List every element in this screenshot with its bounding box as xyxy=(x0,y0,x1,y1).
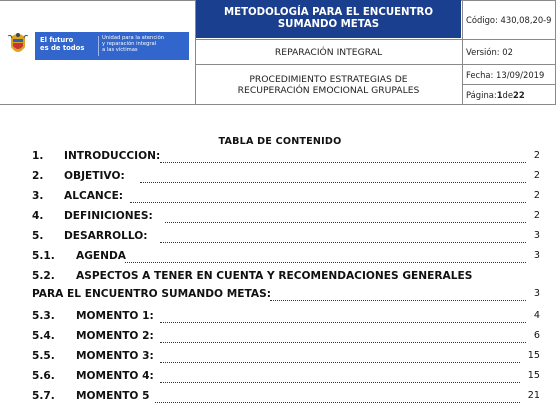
toc-leader-dots xyxy=(130,202,526,203)
toc-entry[interactable] xyxy=(0,210,540,226)
toc-entry-number: 2. xyxy=(32,170,44,182)
brand-separator xyxy=(98,36,99,56)
toc-entry[interactable] xyxy=(0,170,540,186)
toc-entry-number: 5.5. xyxy=(32,350,55,362)
process-name: REPARACIÓN INTEGRAL xyxy=(274,46,383,58)
toc-entry[interactable] xyxy=(0,230,540,246)
toc-entry-page: 2 xyxy=(533,150,540,161)
toc-entry-label: MOMENTO 3: xyxy=(76,350,154,362)
toc-entry-label: DEFINICIONES: xyxy=(64,210,153,222)
procedure-name: PROCEDIMIENTO ESTRATEGIAS DE RECUPERACIÓN EMOCIONAL GRUPALES xyxy=(237,73,420,96)
toc-leader-dots xyxy=(270,300,526,301)
document-header xyxy=(0,0,556,105)
toc-leader-dots xyxy=(140,182,526,183)
toc-entry-label: DESARROLLO: xyxy=(64,230,148,242)
header-border-bottom xyxy=(0,104,556,105)
toc-entry[interactable] xyxy=(0,350,540,366)
toc-entry-page: 2 xyxy=(533,190,540,201)
toc-entry-page: 2 xyxy=(533,210,540,221)
toc-entry-number: 1. xyxy=(32,150,44,162)
toc-entry-page: 21 xyxy=(527,390,540,401)
toc-entry[interactable] xyxy=(0,190,540,206)
toc-entry-number: 3. xyxy=(32,190,44,202)
toc-entry-page: 15 xyxy=(527,350,540,361)
toc-entry-number: 5.2. xyxy=(32,270,55,282)
toc-leader-dots xyxy=(160,162,526,163)
toc-entry-label: ASPECTOS A TENER EN CUENTA Y RECOMENDACIONES GENERALES xyxy=(76,270,473,282)
toc-entry-page: 6 xyxy=(533,330,540,341)
brand-main-text: El futuro es de todos xyxy=(40,36,85,52)
toc-entry-number: 5. xyxy=(32,230,44,242)
toc-entry[interactable] xyxy=(0,150,540,166)
toc-leader-dots xyxy=(165,222,526,223)
toc-entry-number: 5.4. xyxy=(32,330,55,342)
toc-entry-number: 5.7. xyxy=(32,390,55,402)
toc-title: TABLA DE CONTENIDO xyxy=(218,136,342,147)
toc-entry-page: 15 xyxy=(527,370,540,381)
toc-entry-number: 4. xyxy=(32,210,44,222)
toc-leader-dots xyxy=(160,342,526,343)
toc-leader-dots xyxy=(155,402,520,403)
toc-entry-label: AGENDA xyxy=(76,250,126,262)
toc-entry-page: 3 xyxy=(533,230,540,241)
page-label: Página: xyxy=(466,89,497,100)
toc-leader-dots xyxy=(160,322,526,323)
toc-leader-dots xyxy=(160,362,520,363)
toc-entry-label: OBJETIVO: xyxy=(64,170,125,182)
logo-block xyxy=(0,18,195,78)
toc-leader-dots xyxy=(125,262,526,263)
toc-entry-label: ALCANCE: xyxy=(64,190,124,202)
page-of: de xyxy=(502,89,514,100)
toc-entry-label: INTRODUCCION: xyxy=(64,150,161,162)
page-indicator xyxy=(466,85,556,104)
document-title: METODOLOGÍA PARA EL ENCUENTRO SUMANDO METAS xyxy=(196,0,461,38)
colombia-crest-icon xyxy=(7,32,29,58)
toc-leader-dots xyxy=(160,242,526,243)
toc-entry[interactable] xyxy=(0,370,540,386)
toc-leader-dots xyxy=(160,382,520,383)
toc-entry-page: 3 xyxy=(533,288,540,299)
page-total: 22 xyxy=(513,89,525,100)
toc-entry-label: MOMENTO 2: xyxy=(76,330,154,342)
toc-entry-label: MOMENTO 4: xyxy=(76,370,154,382)
document-version: Versión: 02 xyxy=(466,47,513,57)
document-date: Fecha: 13/09/2019 xyxy=(466,69,545,80)
toc-entry-page: 3 xyxy=(533,250,540,261)
government-brand-bar xyxy=(35,32,189,60)
toc-entry-number: 5.3. xyxy=(32,310,55,322)
toc-entry[interactable] xyxy=(0,270,540,304)
toc-entry-number: 5.6. xyxy=(32,370,55,382)
toc-entry-page: 4 xyxy=(533,310,540,321)
toc-entry[interactable] xyxy=(0,250,540,266)
header-divider-right xyxy=(462,0,463,105)
toc-entry[interactable] xyxy=(0,330,540,346)
toc-entry-label: MOMENTO 5 xyxy=(76,390,150,402)
toc-entry-label: MOMENTO 1: xyxy=(76,310,154,322)
toc-entry[interactable] xyxy=(0,310,540,326)
page-number: 1 xyxy=(496,89,503,100)
brand-sub-text: Unidad para la atención y reparación integral a las víctimas xyxy=(102,35,165,53)
toc-entry-number: 5.1. xyxy=(32,250,55,262)
document-code: Código: 430,08,20-9 xyxy=(466,14,552,25)
toc-entry-page: 2 xyxy=(533,170,540,181)
toc-entry-label-continued: PARA EL ENCUENTRO SUMANDO METAS: xyxy=(32,288,271,300)
toc-entry[interactable] xyxy=(0,390,540,406)
